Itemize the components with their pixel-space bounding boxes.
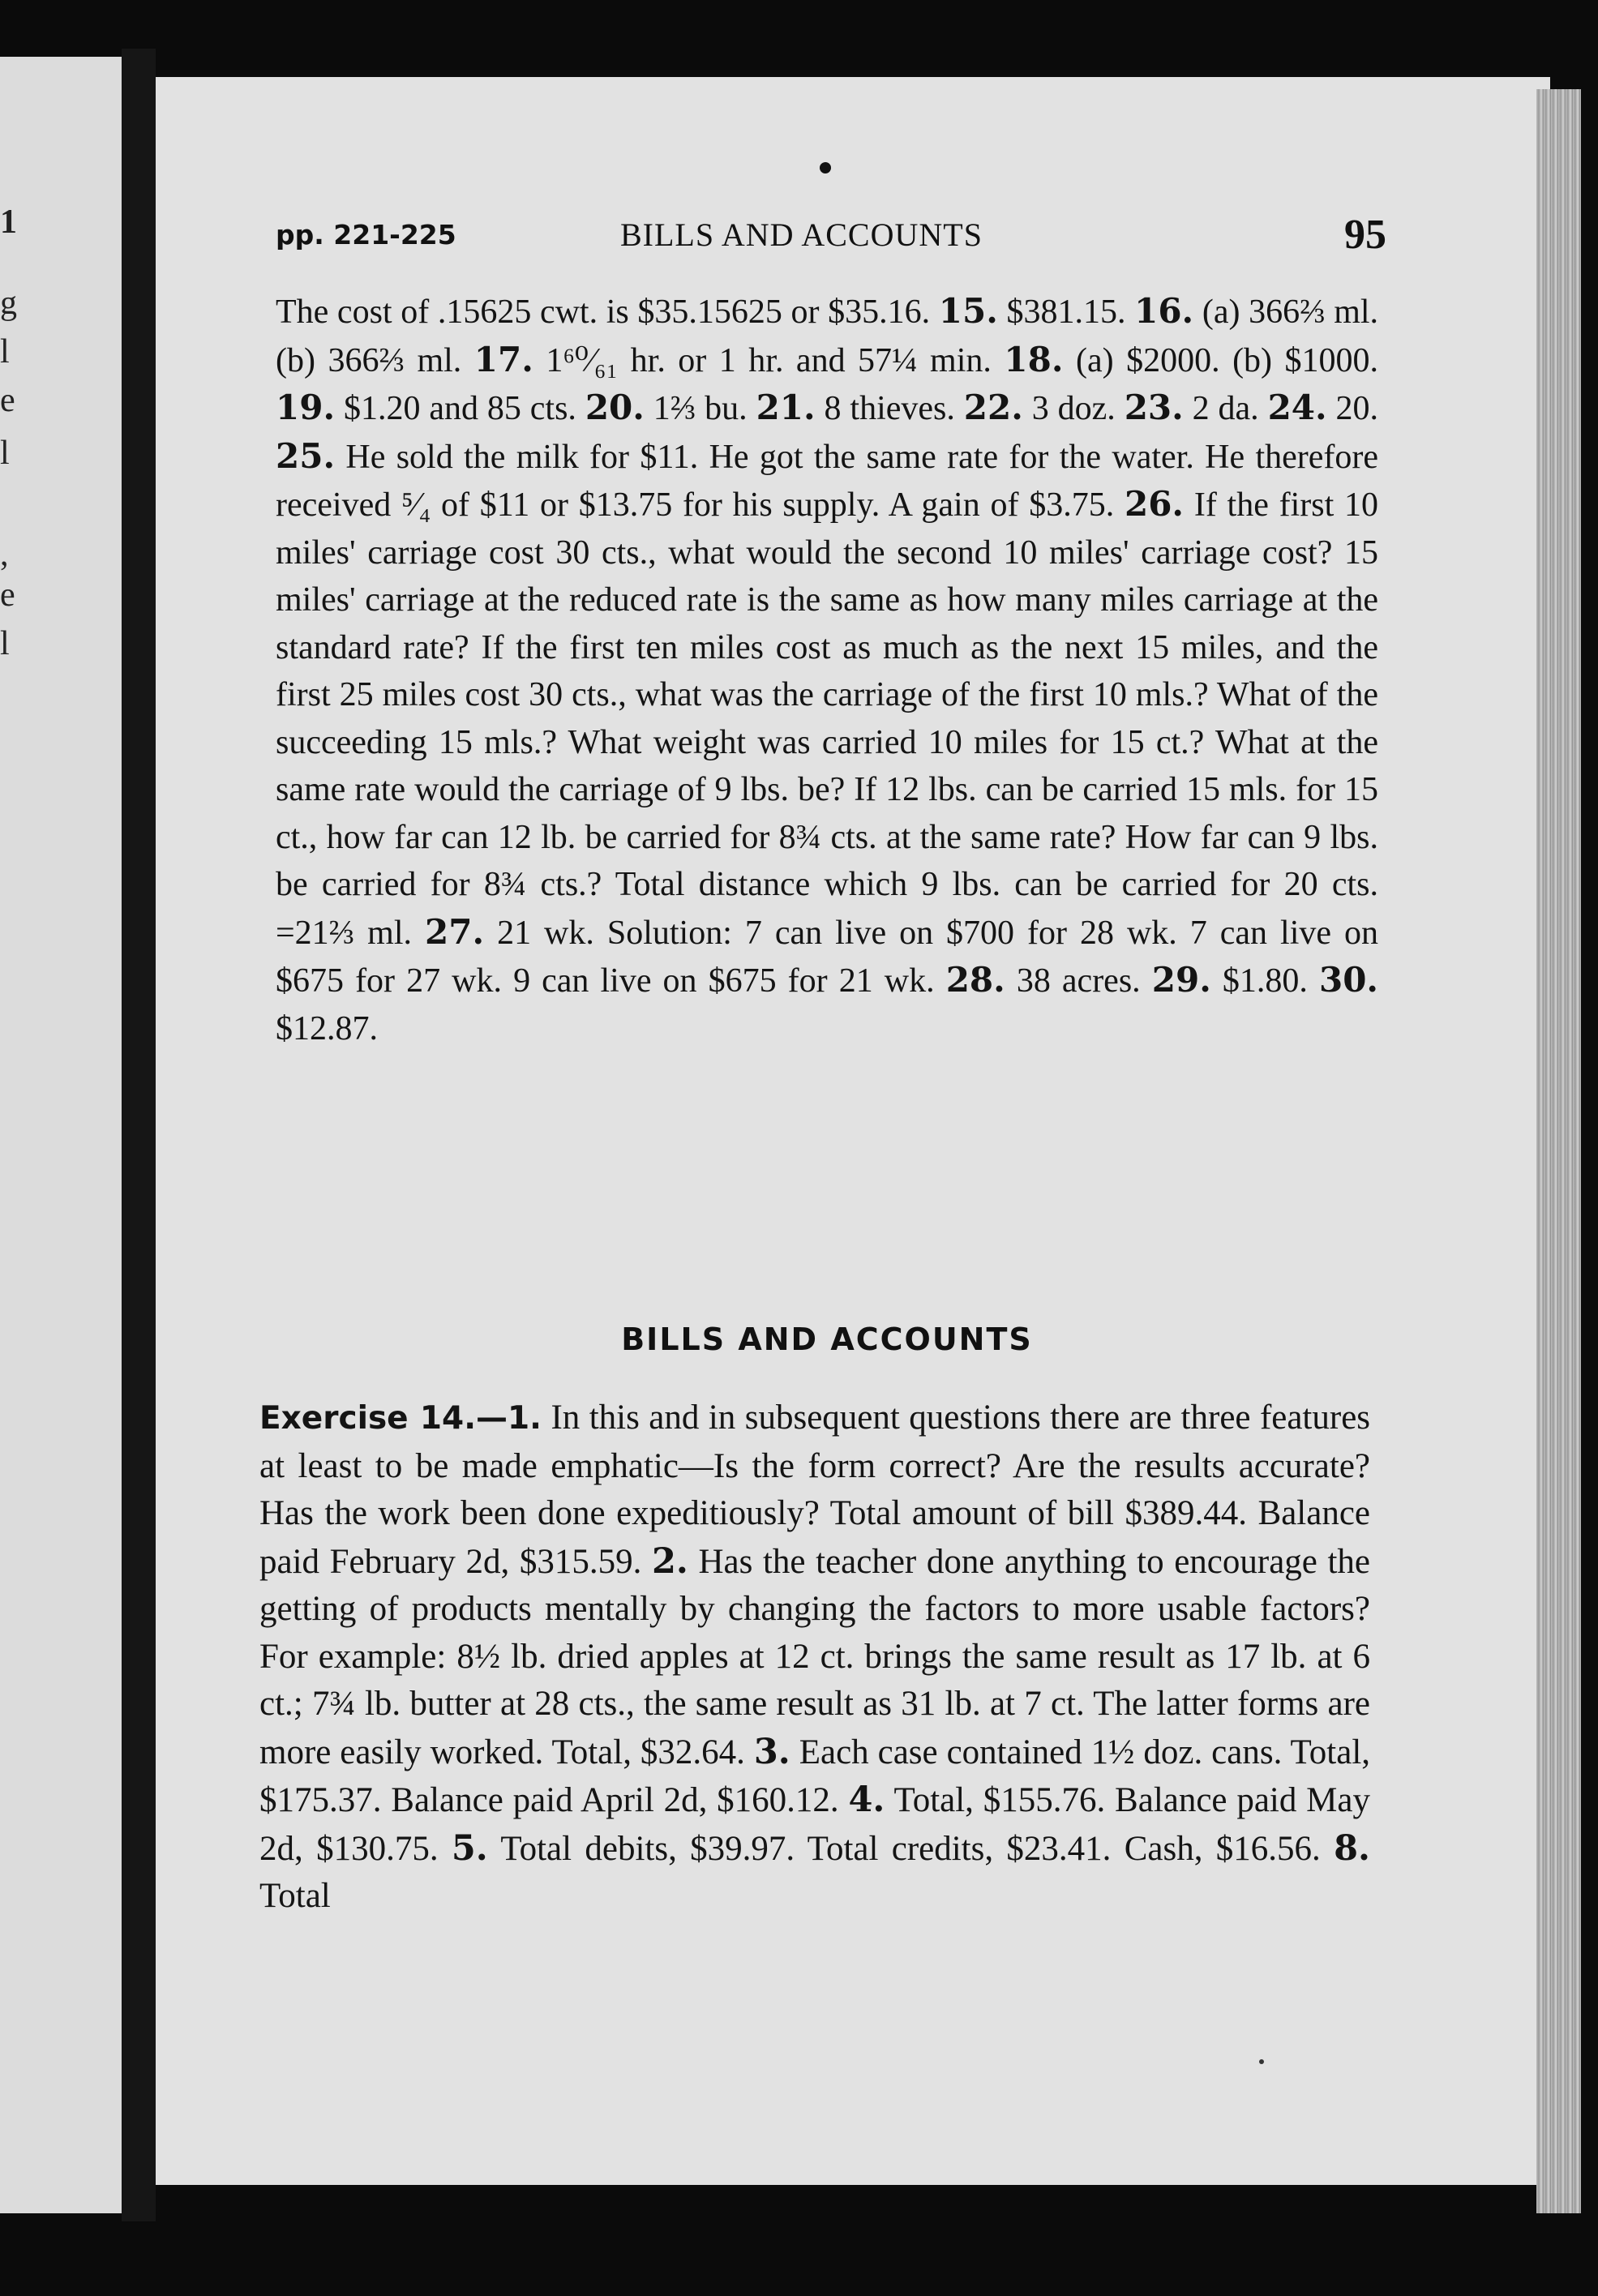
answer-text: Total debits, $39.97. Total credits, $23.41. Cash, $16.56. [500,1829,1321,1868]
answer-text: 3 doz. [1031,390,1116,427]
answer-number: 19. [276,388,336,427]
answer-number: 3. [753,1731,790,1772]
answer-number: 29. [1151,960,1211,1000]
answer-number: 2. [651,1540,688,1582]
answer-text: If the first 10 miles' carriage cost 30 cts., what would the second 10 miles' carriage cost? 15 miles' carriage at the reduced rate is the same as how many miles carriage at the standard rate? If the first ten miles cost as much as the next 15 miles, and the first 25 miles cost 30 cts., what was the carriage of the first 10 mls.? What of the succeeding 15 mls.? What weight was carried 10 miles for 15 ct.? What at the same rate would the carriage of 9 lbs. be? If 12 lbs. can be carried 15 mls. for 15 ct., how far can 12 lb. be carried for 8¾ cts. at the same rate? How far can 9 lbs. be carried for 8¾ cts.? Total distance which 9 lbs. can be carried for 20 cts. =21⅔ ml. [276,486,1379,952]
margin-fragment: e [0,382,15,419]
answer-text: $1.80. [1222,962,1308,1000]
exercise-block [259,1394,1370,1921]
answer-number: 26. [1124,484,1185,524]
answer-number: 16. [1134,291,1194,331]
page-range: pp. 221-225 [276,219,456,251]
answer-text: 20. [1335,390,1379,427]
answer-text: 2 da. [1192,390,1259,427]
answers-block [276,288,1378,1052]
answer-text: Total [259,1877,331,1915]
answer-number: 28. [945,960,1005,1000]
page-stack-edge [1536,89,1581,2213]
answer-number: 20. [585,388,645,427]
running-header [276,211,1386,268]
section-title: BILLS AND ACCOUNTS [621,1321,1033,1357]
answer-text: 1⅔ bu. [653,390,748,427]
answer-number: 23. [1124,388,1184,427]
answer-number: 4. [848,1780,885,1820]
answer-number: 17. [473,339,533,379]
margin-fragment: l [0,625,10,662]
answer-text: $1.20 and 85 cts. [343,390,576,427]
ink-speck [1259,2059,1264,2064]
answer-number: 8. [1334,1827,1370,1869]
answer-text: $381.15. [1006,293,1126,331]
page-number: 95 [1344,212,1386,258]
answer-number: 21. [756,388,816,427]
answer-number: 27. [425,911,485,952]
margin-fragment: , [0,536,9,573]
answer-text: Has the teacher done anything to encourage the getting of products mentally by changing the factors to more usable factors? For example: 8½ lb. dried apples at 12 ct. brings the same result as 17 lb. at 6 ct.; 7¾ lb. butter at 28 cts., the same result as 31 lb. at 7 ct. The latter forms are more easily worked. Total, $32.64. [259,1542,1371,1771]
answer-text: He sold the milk for $11. He got the same rate for the water. He therefore received ⁵⁄₄ of $11 or $13.75 for his supply. A gain of $3.75. [276,438,1378,524]
ink-dot [820,162,831,173]
answer-text: Total, $155.76. Balance paid May 2d, $130.75. [259,1781,1370,1868]
margin-fragment: 1 [0,203,17,241]
answer-number: 5. [451,1827,488,1869]
running-title: BILLS AND ACCOUNTS [620,216,983,253]
answer-text: (a) 366⅔ ml. (b) 366⅔ ml. [276,293,1379,379]
answer-text: 8 thieves. [824,390,955,427]
exercise-lead: Exercise 14.—1. [259,1400,542,1437]
margin-fragment: g [0,285,17,322]
answer-text: The cost of .15625 cwt. is $35.15625 or $35.16. [276,293,931,331]
answer-number: 18. [1004,339,1064,379]
answer-number: 15. [938,291,998,331]
answer-text: (a) $2000. (b) $1000. [1075,341,1379,379]
answer-text: In this and in subsequent questions there are three features at least to be made emphatic—Is the form correct? Are the results accurate? Has the work been done expeditiously? Total amount of bill $389.44. Balance paid February 2d, $315.59. [259,1399,1371,1581]
answer-text: 38 acres. [1016,962,1141,1000]
answer-text: Each case contained 1½ doz. cans. Total, $175.37. Balance paid April 2d, $160.12. [259,1733,1371,1819]
answer-number: 25. [276,435,336,476]
answer-text: 1⁶⁰⁄₆₁ hr. or 1 hr. and 57¼ min. [546,341,992,379]
facing-page-edge [0,57,122,2213]
margin-fragment: l [0,333,10,371]
margin-fragment: l [0,435,10,472]
book-gutter [122,49,156,2221]
answer-number: 30. [1318,960,1379,1000]
answer-text: 21 wk. Solution: 7 can live on $700 for 28 wk. 7 can live on $675 for 27 wk. 9 can live on $675 for 21 wk. [276,914,1378,1000]
answer-number: 22. [963,388,1023,427]
answer-text: $12.87. [276,1009,378,1047]
margin-fragment: e [0,576,15,614]
answer-number: 24. [1267,388,1327,427]
